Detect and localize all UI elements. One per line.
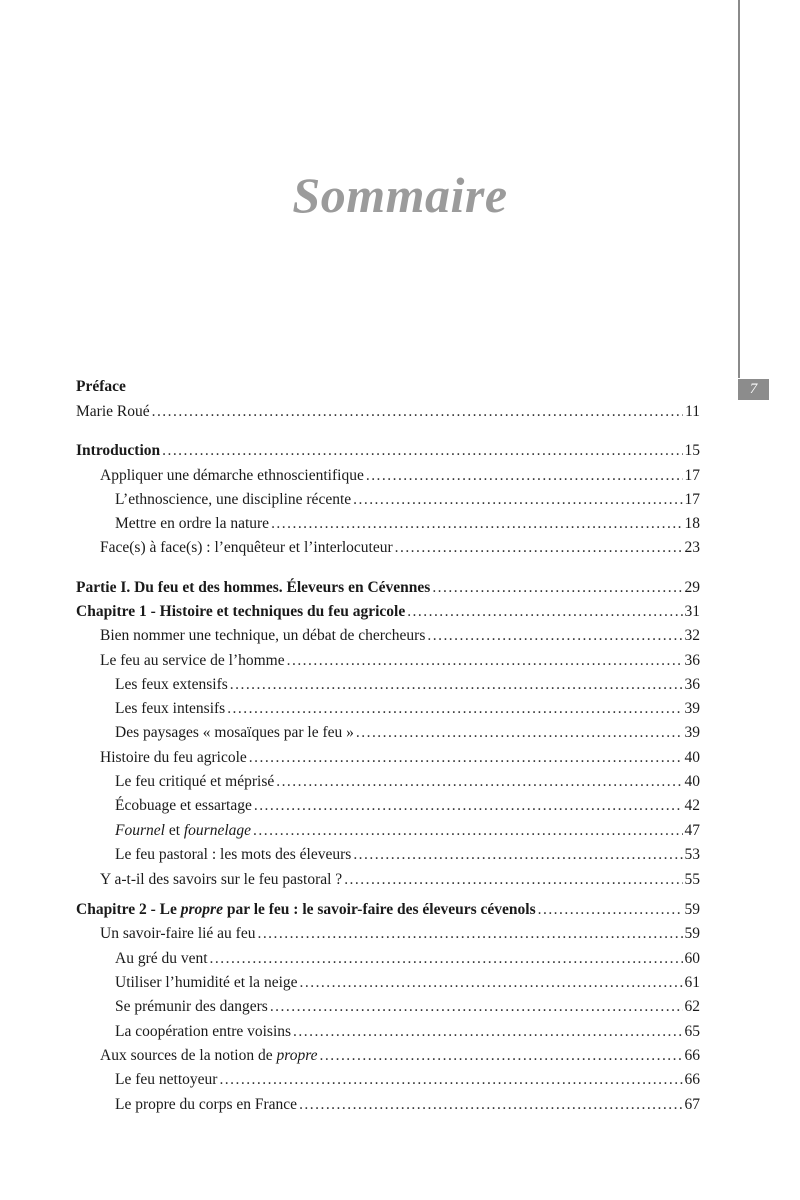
toc-entry-marie-roue [76, 400, 700, 424]
toc-entry-page: 47 [684, 822, 700, 839]
toc-entry [76, 995, 700, 1019]
toc-entry-label: Utiliser l’humidité et la neige [115, 974, 298, 991]
toc-entry [76, 819, 700, 843]
dot-leader [320, 1044, 683, 1068]
toc-entry-label: Partie I. Du feu et des hommes. Éleveurs en Cévennes [76, 579, 431, 596]
toc-entry [76, 624, 700, 648]
toc-entry [76, 697, 700, 721]
dot-leader [427, 624, 682, 648]
toc-entry-label: Aux sources de la notion de propre [100, 1047, 318, 1064]
dot-leader [353, 843, 682, 867]
toc-entry-label: Le propre du corps en France [115, 1096, 298, 1113]
toc-entry-label: Le feu pastoral : les mots des éleveurs [115, 846, 352, 863]
dot-leader [287, 649, 683, 673]
dot-leader [249, 746, 683, 770]
toc-entry [76, 1093, 700, 1117]
toc-entry-label: Y a-t-il des savoirs sur le feu pastoral ? [100, 871, 343, 888]
toc-entry-page: 23 [684, 539, 700, 556]
toc-entry-introduction [76, 439, 700, 463]
toc-entry-page: 32 [684, 627, 700, 644]
toc-entry-label: Mettre en ordre la nature [115, 515, 270, 532]
toc-entry-label: Préface [76, 378, 126, 395]
toc-entry [76, 922, 700, 946]
toc-entry-label: Bien nommer une technique, un débat de chercheurs [100, 627, 426, 644]
toc-entry-label: Écobuage et essartage [115, 797, 252, 814]
toc-entry-page: 29 [684, 579, 700, 596]
dot-leader [299, 1093, 682, 1117]
toc-entry-page: 17 [684, 467, 700, 484]
dot-leader [271, 512, 682, 536]
toc-entry-page: 67 [684, 1096, 700, 1113]
toc-entry [76, 746, 700, 770]
dot-leader [257, 922, 682, 946]
toc-entry-page: 18 [684, 515, 700, 532]
toc-entry-label: Le feu nettoyeur [115, 1071, 218, 1088]
toc-entry-preface [76, 375, 700, 399]
toc-entry-label: Le feu au service de l’homme [100, 652, 285, 669]
page-number: 7 [749, 381, 758, 397]
toc-entry-page: 60 [684, 950, 700, 967]
toc-entry-label: Un savoir-faire lié au feu [100, 925, 256, 942]
toc-entry [76, 673, 700, 697]
toc-entry [76, 868, 700, 892]
dot-leader [407, 600, 682, 624]
toc-entry [76, 947, 700, 971]
dot-leader [276, 770, 682, 794]
dot-leader [538, 898, 683, 922]
toc-entry-page: 62 [684, 998, 700, 1015]
toc-entry-label: Chapitre 1 - Histoire et techniques du feu agricole [76, 603, 406, 620]
toc-entry-page: 39 [684, 700, 700, 717]
toc-entry-page: 40 [684, 773, 700, 790]
toc-entry [76, 1020, 700, 1044]
toc-entry [76, 536, 700, 560]
toc-entry [76, 794, 700, 818]
toc-entry-page: 55 [684, 871, 700, 888]
toc-entry-label: Au gré du vent [115, 950, 208, 967]
dot-leader [300, 971, 683, 995]
toc-entry-label: L’ethnoscience, une discipline récente [115, 491, 352, 508]
toc-entry [76, 512, 700, 536]
toc-entry [76, 971, 700, 995]
dot-leader [356, 721, 683, 745]
toc-entry-page: 11 [685, 403, 700, 420]
dot-leader [353, 488, 682, 512]
toc-entry [76, 464, 700, 488]
toc-entry-label: Chapitre 2 - Le propre par le feu : le savoir-faire des éleveurs cévenols [76, 901, 536, 918]
toc-entry [76, 649, 700, 673]
toc-entry-page: 53 [684, 846, 700, 863]
toc-entry-label: Histoire du feu agricole [100, 749, 247, 766]
toc-entry-label: La coopération entre voisins [115, 1023, 292, 1040]
toc-entry-page: 15 [684, 442, 700, 459]
toc-entry-page: 39 [684, 724, 700, 741]
toc-entry-label: Le feu critiqué et méprisé [115, 773, 275, 790]
toc-entry-page: 42 [684, 797, 700, 814]
toc-entry-label: Marie Roué [76, 403, 150, 420]
dot-leader [366, 464, 683, 488]
dot-leader [219, 1068, 682, 1092]
toc-entry [76, 843, 700, 867]
toc-entry-page: 66 [684, 1047, 700, 1064]
dot-leader [432, 576, 682, 600]
toc-entry [76, 770, 700, 794]
toc-entry-label: Se prémunir des dangers [115, 998, 268, 1015]
toc-entry-page: 17 [684, 491, 700, 508]
page-number-tab [738, 379, 769, 400]
toc-entry-part-1 [76, 576, 700, 600]
toc-entry-label: Face(s) à face(s) : l’enquêteur et l’interlocuteur [100, 539, 393, 556]
dot-leader [152, 400, 683, 424]
toc-entry-label: Introduction [76, 442, 161, 459]
toc-entry-page: 65 [684, 1023, 700, 1040]
dot-leader [395, 536, 683, 560]
toc-entry [76, 1044, 700, 1068]
dot-leader [270, 995, 683, 1019]
dot-leader [230, 673, 683, 697]
dot-leader [162, 439, 682, 463]
toc-entry-label: Appliquer une démarche ethnoscientifique [100, 467, 364, 484]
toc-entry-chapter-2 [76, 898, 700, 922]
toc-entry-page: 40 [684, 749, 700, 766]
page-title: Sommaire [292, 167, 508, 223]
toc-entry-page: 61 [684, 974, 700, 991]
dot-leader [210, 947, 683, 971]
toc-entry-page: 31 [684, 603, 700, 620]
toc-entry-label: Les feux extensifs [115, 676, 228, 693]
toc-entry [76, 1068, 700, 1092]
dot-leader [227, 697, 682, 721]
dot-leader [344, 868, 682, 892]
toc-entry-chapter-1 [76, 600, 700, 624]
toc-entry-page: 59 [684, 901, 700, 918]
toc-entry-page: 66 [684, 1071, 700, 1088]
toc-entry-page: 59 [684, 925, 700, 942]
toc-entry-label: Les feux intensifs [115, 700, 226, 717]
toc-entry [76, 488, 700, 512]
dot-leader [254, 794, 683, 818]
dot-leader [253, 819, 682, 843]
toc-entry [76, 721, 700, 745]
toc-entry-label: Des paysages « mosaïques par le feu » [115, 724, 354, 741]
toc-entry-label: Fournel et fournelage [115, 822, 252, 839]
dot-leader [293, 1020, 682, 1044]
toc-entry-page: 36 [684, 676, 700, 693]
toc-entry-page: 36 [684, 652, 700, 669]
